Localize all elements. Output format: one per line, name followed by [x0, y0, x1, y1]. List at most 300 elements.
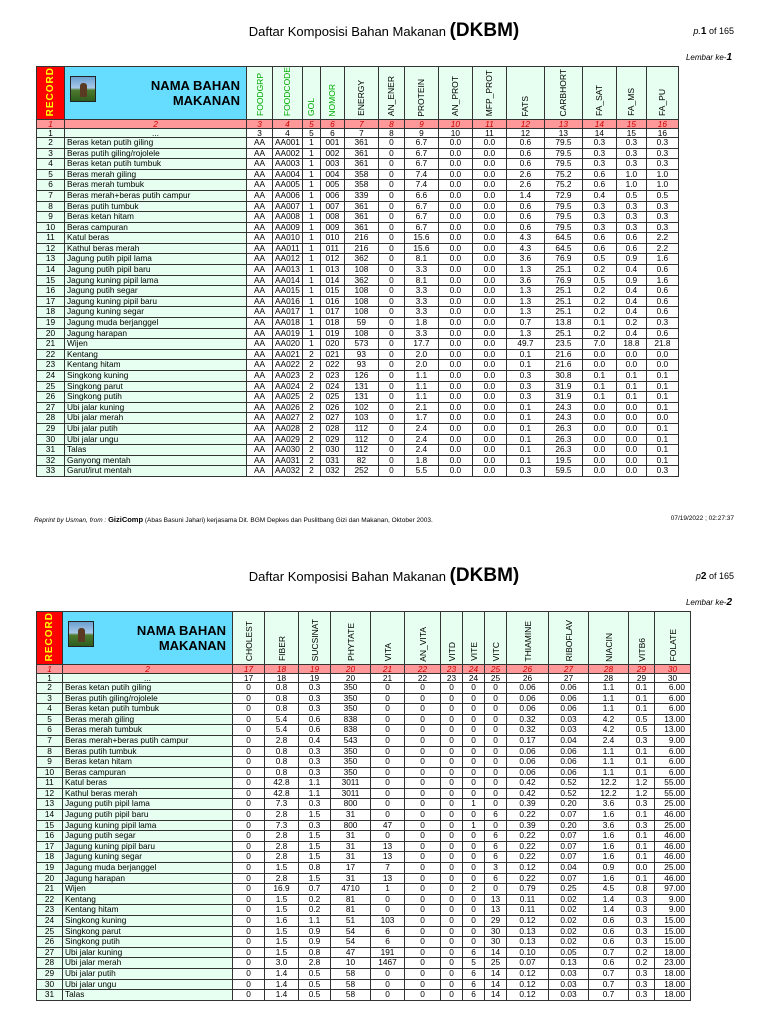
data-cell: AA — [247, 286, 273, 297]
data-cell: 2 — [302, 455, 320, 466]
table-row — [37, 455, 679, 466]
data-cell: 0.3 — [616, 212, 646, 223]
data-cell: AA — [247, 381, 273, 392]
column-header-label: PROTEIN — [416, 78, 427, 117]
data-cell: 2.4 — [404, 423, 438, 434]
data-cell: 0.0 — [438, 148, 472, 159]
table-row — [37, 937, 691, 948]
record-label: RECORD — [43, 612, 55, 662]
data-cell: 2.2 — [646, 243, 678, 254]
dkbm-table-2 — [36, 611, 691, 1001]
data-cell: 0.3 — [582, 222, 616, 233]
data-cell: 31 — [331, 831, 371, 842]
food-name: Ubi jalar putih — [65, 423, 247, 434]
data-cell: 31 — [331, 810, 371, 821]
data-cell: 0.6 — [582, 180, 616, 191]
data-cell: 0.0 — [616, 466, 646, 477]
data-cell: 7.0 — [582, 339, 616, 350]
data-cell: 350 — [331, 746, 371, 757]
data-cell: 0.2 — [582, 307, 616, 318]
data-cell: AA — [247, 190, 273, 201]
data-cell: 13.00 — [655, 725, 691, 736]
data-cell: 1 — [302, 296, 320, 307]
data-cell: 800 — [331, 799, 371, 810]
data-cell: 1 — [302, 137, 320, 148]
data-cell: 0 — [463, 735, 485, 746]
data-cell: 51 — [331, 916, 371, 927]
data-cell: 0 — [463, 757, 485, 768]
food-name: Singkong putih — [65, 392, 247, 403]
data-cell: 0 — [371, 778, 405, 789]
food-name: Ubi jalar putih — [63, 968, 233, 979]
data-cell: 0 — [405, 714, 441, 725]
data-cell: 0 — [371, 735, 405, 746]
data-cell: 131 — [344, 392, 378, 403]
data-cell: 1.2 — [629, 778, 655, 789]
data-cell: 0.9 — [299, 926, 331, 937]
data-cell: 4.5 — [589, 884, 629, 895]
data-cell: 0 — [233, 958, 265, 969]
data-cell: 0.2 — [629, 958, 655, 969]
data-cell: 112 — [344, 434, 378, 445]
data-cell: 0 — [463, 863, 485, 874]
data-cell: 24.3 — [544, 413, 582, 424]
data-cell: 54 — [331, 926, 371, 937]
data-cell: 1.0 — [616, 169, 646, 180]
column-header-carbhort — [544, 67, 582, 120]
data-cell: 1.5 — [299, 831, 331, 842]
name-header-line1: NAMA BAHAN — [136, 622, 226, 638]
table-row — [37, 296, 679, 307]
data-cell: 0.8 — [265, 757, 299, 768]
data-cell: 6.00 — [655, 767, 691, 778]
data-cell: 0.3 — [616, 222, 646, 233]
page-prefix: p — [695, 571, 701, 581]
column-number: 26 — [507, 664, 549, 673]
data-cell: 0.0 — [616, 402, 646, 413]
record-number: 26 — [37, 392, 65, 403]
food-name: Beras ketan putih tumbuk — [65, 159, 247, 170]
record-header — [37, 612, 63, 665]
data-cell: AA003 — [273, 159, 303, 170]
data-cell: 0.06 — [549, 757, 589, 768]
data-cell: 0 — [441, 841, 463, 852]
column-header-label: AN_PROT — [450, 76, 461, 117]
data-cell: 0.1 — [629, 682, 655, 693]
data-cell: 0.0 — [472, 233, 506, 244]
food-name: Jagung harapan — [65, 328, 247, 339]
data-cell: 0 — [405, 990, 441, 1001]
column-header-vitb6 — [629, 612, 655, 665]
sheet-number: 1 — [726, 52, 732, 63]
data-cell: 0.6 — [582, 233, 616, 244]
table-row — [37, 990, 691, 1001]
data-cell: 0 — [233, 863, 265, 874]
data-cell: 6 — [463, 979, 485, 990]
data-cell: 0 — [371, 799, 405, 810]
data-cell: 0.6 — [506, 137, 544, 148]
column-header-fiber — [265, 612, 299, 665]
data-cell: AA009 — [273, 222, 303, 233]
data-cell: 6 — [485, 831, 507, 842]
data-cell: 0.0 — [582, 466, 616, 477]
data-cell: 2.4 — [404, 434, 438, 445]
data-cell: 0.1 — [629, 852, 655, 863]
data-cell: 0 — [463, 810, 485, 821]
data-cell: 1.0 — [646, 180, 678, 191]
data-cell: AA013 — [273, 265, 303, 276]
data-cell: 0.07 — [549, 873, 589, 884]
record-number: 3 — [37, 693, 63, 704]
record-number: 21 — [37, 339, 65, 350]
column-header-fa_ms — [616, 67, 646, 120]
data-cell: 108 — [344, 328, 378, 339]
table-row — [37, 402, 679, 413]
data-cell: 26.3 — [544, 445, 582, 456]
data-cell: 0.22 — [507, 852, 549, 863]
column-header-nomor — [320, 67, 344, 120]
food-name: Jagung kuning segar — [63, 852, 233, 863]
data-cell: 1.1 — [589, 682, 629, 693]
column-header-folate — [655, 612, 691, 665]
data-cell: 0.17 — [507, 735, 549, 746]
data-cell: 361 — [344, 222, 378, 233]
data-cell: 0 — [405, 894, 441, 905]
data-cell: 0.06 — [507, 757, 549, 768]
data-cell: 1.5 — [265, 937, 299, 948]
record-number: 20 — [37, 873, 63, 884]
data-cell: 0.1 — [646, 402, 678, 413]
record-number: 23 — [37, 360, 65, 371]
record-number: 25 — [37, 381, 65, 392]
data-cell: 12.2 — [589, 788, 629, 799]
data-cell: 0.3 — [299, 704, 331, 715]
column-number: 16 — [646, 119, 678, 128]
table-row — [37, 693, 691, 704]
data-cell: 350 — [331, 757, 371, 768]
data-cell: 0.3 — [629, 937, 655, 948]
data-cell: 76.9 — [544, 254, 582, 265]
page-total: of 165 — [706, 26, 734, 36]
data-cell: 0 — [378, 265, 404, 276]
data-cell: 0.0 — [616, 349, 646, 360]
column-header-label: NIACIN — [603, 632, 614, 662]
data-cell: 0 — [441, 947, 463, 958]
column-number: 27 — [549, 664, 589, 673]
data-cell: 0.1 — [629, 841, 655, 852]
data-cell: 0.12 — [507, 968, 549, 979]
data-cell: 0 — [371, 746, 405, 757]
column-number: 2 — [63, 664, 233, 673]
data-cell: 1.5 — [265, 947, 299, 958]
data-cell: 0.0 — [472, 445, 506, 456]
data-cell: 009 — [320, 222, 344, 233]
data-cell: 0.0 — [582, 349, 616, 360]
data-cell: 0 — [485, 725, 507, 736]
data-cell: 0 — [441, 735, 463, 746]
food-name: Kathul beras merah — [63, 788, 233, 799]
food-photo-icon — [68, 621, 94, 647]
data-cell: 0.8 — [629, 884, 655, 895]
data-cell: 1 — [302, 212, 320, 223]
data-cell: 2.1 — [404, 402, 438, 413]
data-cell: 1.1 — [404, 381, 438, 392]
data-cell: 18.00 — [655, 947, 691, 958]
data-cell: 0 — [441, 778, 463, 789]
food-name: Jagung putih pipil lama — [63, 799, 233, 810]
table-row — [37, 360, 679, 371]
data-cell: 0 — [441, 937, 463, 948]
data-cell: 0.3 — [629, 979, 655, 990]
data-cell: 0 — [485, 788, 507, 799]
record-number: 28 — [37, 958, 63, 969]
food-name: Garut/irut mentah — [65, 466, 247, 477]
data-cell: 0 — [233, 704, 265, 715]
data-cell: 58 — [331, 979, 371, 990]
index-cell: 11 — [472, 128, 506, 137]
table-row — [37, 381, 679, 392]
data-cell: AA — [247, 371, 273, 382]
table-row — [37, 979, 691, 990]
data-cell: 0.06 — [507, 767, 549, 778]
record-number: 11 — [37, 778, 63, 789]
data-cell: 361 — [344, 159, 378, 170]
data-cell: 0.0 — [582, 402, 616, 413]
data-cell: 17 — [331, 863, 371, 874]
data-cell: 79.5 — [544, 212, 582, 223]
food-name: Beras putih giling/rojolele — [63, 693, 233, 704]
data-cell: 0.2 — [582, 265, 616, 276]
food-name: Ganyong mentah — [65, 455, 247, 466]
data-cell: 0 — [463, 778, 485, 789]
data-cell: 003 — [320, 159, 344, 170]
data-cell: 30 — [485, 926, 507, 937]
data-cell: 0.7 — [299, 884, 331, 895]
data-cell: 0 — [485, 682, 507, 693]
data-cell: 0.13 — [507, 937, 549, 948]
data-cell: 361 — [344, 201, 378, 212]
food-photo-icon — [70, 76, 96, 102]
data-cell: 0 — [405, 693, 441, 704]
data-cell: 2.6 — [506, 180, 544, 191]
data-cell: 0 — [371, 704, 405, 715]
index-cell: 21 — [371, 673, 405, 682]
data-cell: 0.0 — [438, 402, 472, 413]
data-cell: 362 — [344, 275, 378, 286]
page-title — [0, 20, 768, 42]
data-cell: 1.1 — [589, 746, 629, 757]
data-cell: AA023 — [273, 371, 303, 382]
data-cell: AA — [247, 254, 273, 265]
column-header-gol — [302, 67, 320, 120]
data-cell: 1 — [302, 339, 320, 350]
index-cell: 23 — [441, 673, 463, 682]
data-cell: 0 — [441, 958, 463, 969]
food-name: Jagung putih pipil lama — [65, 254, 247, 265]
data-cell: 0 — [378, 339, 404, 350]
data-cell: 0.3 — [299, 767, 331, 778]
column-header-label: FA_PU — [657, 89, 668, 117]
column-header-label: FOODCODE — [282, 67, 293, 117]
data-cell: 0.3 — [299, 820, 331, 831]
data-cell: 0.0 — [472, 413, 506, 424]
data-cell: 2.8 — [265, 841, 299, 852]
data-cell: 0 — [233, 990, 265, 1001]
data-cell: 7.4 — [404, 169, 438, 180]
data-cell: 0.7 — [589, 968, 629, 979]
data-cell: 97.00 — [655, 884, 691, 895]
index-cell: 6 — [320, 128, 344, 137]
data-cell: 0 — [405, 810, 441, 821]
data-cell: 0.3 — [616, 159, 646, 170]
column-header-an_vita — [405, 612, 441, 665]
column-number: 4 — [273, 119, 303, 128]
table-row — [37, 201, 679, 212]
column-header-phytate — [331, 612, 371, 665]
data-cell: 012 — [320, 254, 344, 265]
data-cell: 0.0 — [438, 466, 472, 477]
title-abbrev: (DKBM) — [449, 565, 520, 586]
data-cell: AA010 — [273, 233, 303, 244]
data-cell: AA030 — [273, 445, 303, 456]
data-cell: 5.5 — [404, 466, 438, 477]
data-cell: 0.0 — [582, 360, 616, 371]
data-cell: 1.3 — [506, 265, 544, 276]
data-cell: 011 — [320, 243, 344, 254]
data-cell: 0.0 — [438, 423, 472, 434]
food-name: Kentang hitam — [63, 905, 233, 916]
data-cell: 0.25 — [549, 884, 589, 895]
data-cell: 0 — [463, 693, 485, 704]
sheet-label-text: Lembar ke- — [685, 598, 727, 607]
data-cell: 0.0 — [438, 254, 472, 265]
data-cell: 13 — [371, 873, 405, 884]
food-name: Beras merah giling — [63, 714, 233, 725]
data-cell: 0 — [463, 714, 485, 725]
record-number: 7 — [37, 190, 65, 201]
data-cell: 0.8 — [299, 947, 331, 958]
data-cell: 0.1 — [506, 455, 544, 466]
data-cell: 49.7 — [506, 339, 544, 350]
table-row — [37, 873, 691, 884]
data-cell: 0.0 — [472, 371, 506, 382]
table-row — [37, 392, 679, 403]
food-name: Jagung putih segar — [65, 286, 247, 297]
data-cell: AA — [247, 349, 273, 360]
data-cell: 030 — [320, 445, 344, 456]
data-cell: 0.3 — [582, 137, 616, 148]
data-cell: 108 — [344, 296, 378, 307]
data-cell: 021 — [320, 349, 344, 360]
data-cell: 2.0 — [404, 349, 438, 360]
data-cell: 0.0 — [472, 254, 506, 265]
data-cell: 0.6 — [646, 328, 678, 339]
data-cell: 0.0 — [582, 455, 616, 466]
record-number: 29 — [37, 968, 63, 979]
data-cell: 0.3 — [616, 148, 646, 159]
data-cell: 4710 — [331, 884, 371, 895]
data-cell: 8.1 — [404, 275, 438, 286]
food-name: Ubi jalar merah — [65, 413, 247, 424]
data-cell: AA — [247, 318, 273, 329]
data-cell: 6 — [485, 852, 507, 863]
table-row — [37, 434, 679, 445]
data-cell: 008 — [320, 212, 344, 223]
data-cell: 1.4 — [506, 190, 544, 201]
record-number: 17 — [37, 296, 65, 307]
data-cell: 3.3 — [404, 328, 438, 339]
data-cell: 0.0 — [438, 159, 472, 170]
data-cell: 3.3 — [404, 307, 438, 318]
data-cell: 0.4 — [616, 286, 646, 297]
table-row — [37, 682, 691, 693]
table-row — [37, 831, 691, 842]
data-cell: 0.42 — [507, 788, 549, 799]
table-row — [37, 254, 679, 265]
data-cell: 3.6 — [589, 820, 629, 831]
data-cell: 0.0 — [472, 180, 506, 191]
data-cell: 0 — [463, 937, 485, 948]
data-cell: 5 — [463, 958, 485, 969]
data-cell: 0 — [378, 180, 404, 191]
data-cell: 6.7 — [404, 222, 438, 233]
data-cell: 13 — [371, 841, 405, 852]
data-cell: 54 — [331, 937, 371, 948]
data-cell: 0.07 — [549, 852, 589, 863]
data-cell: 0.10 — [507, 947, 549, 958]
data-cell: AA032 — [273, 466, 303, 477]
data-cell: 006 — [320, 190, 344, 201]
data-cell: 0.0 — [438, 296, 472, 307]
data-cell: 0.06 — [549, 746, 589, 757]
data-cell: 0.12 — [507, 863, 549, 874]
data-cell: 0 — [441, 873, 463, 884]
data-cell: 0 — [405, 757, 441, 768]
data-cell: 0 — [441, 820, 463, 831]
data-cell: 0 — [378, 423, 404, 434]
data-cell: 0.3 — [582, 212, 616, 223]
data-cell: 0.3 — [506, 381, 544, 392]
data-cell: 0.52 — [549, 788, 589, 799]
data-cell: 1.3 — [506, 328, 544, 339]
page-number — [693, 26, 734, 37]
data-cell: 0 — [463, 916, 485, 927]
data-cell: 0 — [463, 767, 485, 778]
column-number: 5 — [302, 119, 320, 128]
name-header — [65, 67, 247, 120]
data-cell: 0.4 — [616, 296, 646, 307]
data-cell: 0.1 — [506, 349, 544, 360]
data-cell: AA — [247, 169, 273, 180]
index-cell: 29 — [629, 673, 655, 682]
data-cell: 0.6 — [646, 286, 678, 297]
data-cell: 93 — [344, 349, 378, 360]
table-row — [37, 349, 679, 360]
data-cell: 6 — [463, 947, 485, 958]
data-cell: 0 — [441, 714, 463, 725]
data-cell: 0.22 — [507, 873, 549, 884]
data-cell: 0 — [441, 863, 463, 874]
data-cell: 0.4 — [616, 328, 646, 339]
data-cell: 028 — [320, 423, 344, 434]
data-cell: AA028 — [273, 423, 303, 434]
data-cell: AA024 — [273, 381, 303, 392]
data-cell: 0 — [371, 894, 405, 905]
data-cell: 0.0 — [438, 445, 472, 456]
data-cell: 0 — [233, 841, 265, 852]
data-cell: 0.3 — [646, 466, 678, 477]
data-cell: 0 — [463, 704, 485, 715]
